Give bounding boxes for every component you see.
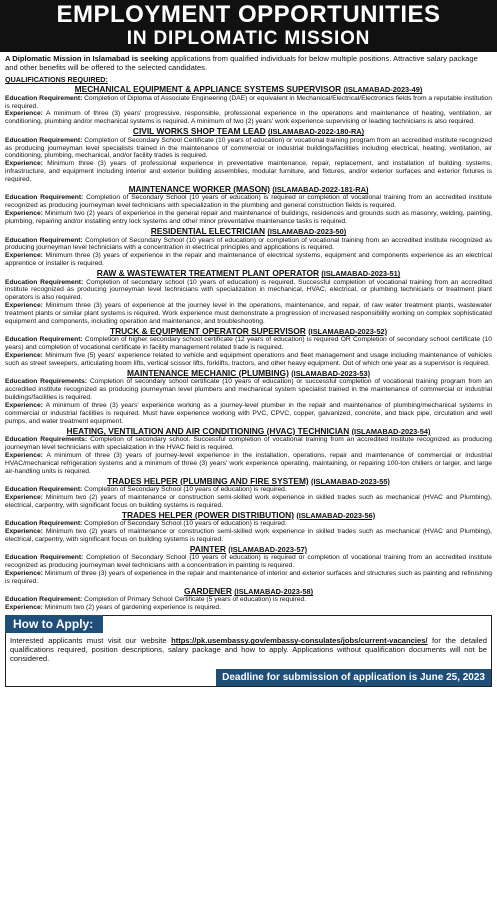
education-text: Completion of secondary school certificate (10 years of education) or successful completion of vocational training program from an accredited institute recognized as producing journeyman level plumbers and mechanical system specialist trained in the maintenance of commercial or industrial buildings/facilities is required. (5, 378, 492, 402)
experience-requirement (5, 252, 492, 268)
how-to-apply-text (10, 636, 487, 663)
education-text: Completion of secondary school. Successful completion of vocational training from an accredited institute recognized as producing journeyman level technicians with specialization in the HVAC field is required. (5, 436, 492, 452)
education-label: Education Requirement: (5, 554, 84, 562)
intro-rest: applications from qualified individuals for below multiple positions. Attractive salary package and other benefits will be offered to the selected candidates. (5, 54, 478, 72)
experience-requirement (5, 570, 492, 586)
how-to-apply-heading: How to Apply: (5, 615, 103, 633)
apply-text-after: for the detailed qualifications required, position descriptions, salary package and how to apply. Applications without qualification documents will not be considered. (10, 636, 487, 664)
experience-text: Minimum three (3) years of experience in the repair and maintenance of electrical systems, equipment and components experience as an electrical apprentice or installer is required. (5, 252, 492, 268)
experience-text: Minimum three (3) years of professional experience in preventative maintenance, repair, replacement, and installation of building systems, infrastructure, and equipment including interior and exterior building assemblies, modular furniture, and fixtures, and/or exterior surfaces and exterior fixtures is required. (5, 160, 492, 184)
position-title: RAW & WASTEWATER TREATMENT PLANT OPERATOR (96, 268, 320, 279)
position-code: (ISLAMABAD-2023-54) (351, 426, 431, 436)
experience-label: Experience: (5, 402, 43, 410)
position-title-row (5, 427, 492, 436)
experience-text: Minimum three (3) years of experience at the journey level in the operations, maintenance, and repair, of raw water treatment plants, wastewater treatment plants or similar plant systems is required. Work experience must demonstrate a progression of increased responsibility working on complex sophisticated equipment and components, including operation and maintenance, and troubleshooting. (5, 302, 492, 326)
experience-requirement (5, 604, 492, 612)
education-label: Education Requirements: (5, 436, 88, 444)
position-code: (ISLAMABAD-2023-57) (228, 545, 308, 555)
experience-label: Experience: (5, 604, 43, 612)
experience-label: Experience: (5, 252, 43, 260)
position-title-row (5, 327, 492, 336)
education-label: Education Requirement: (5, 336, 83, 344)
position-title-row (5, 269, 492, 278)
experience-text: A minimum of three (3) years' experience working as a journey-level plumber in the repair and maintenance of plumbing/mechanical systems in commercial or industrial facilities is required. Must have experience working with PVC, CPVC, copper, galvanized, concrete, and black pipe, circulation and well pumps, and water treatment equipment. (5, 402, 492, 425)
position-title: GARDENER (183, 586, 232, 597)
education-requirement (5, 486, 492, 494)
education-text: Completion of Secondary School (10 years of education) or completion of vocational training from an accredited institute recognized as producing journeyman level technicians with a concentration in electrical principles and applications is required. (5, 236, 492, 252)
experience-text: Minimum two (2) years of gardening experience is required. (42, 604, 221, 612)
experience-text: A minimum of three (3) years of journey-level experience in the installation, operations, repair and maintenance of commercial or industrial HVAC/mechanical refrigeration systems and a minimum of three (3) years' work experience operating, maintaining, or repairing 100-ton chillers or larger, and large air-handling units is required. (5, 452, 492, 475)
education-text: Completion of Diploma of Associate Engineering (DAE) or equivalent in Mechanical/Electrical/Electronics fields from a reputable institution is required. (5, 94, 492, 110)
education-label: Education Requirement: (5, 520, 83, 528)
experience-text: Minimum two (2) years of experience in the general repair and maintenance of buildings, residences and grounds such as masonry, welding, painting, plumbing, repairing and/or installing entry lock systems and other minor preventative maintenance tasks is required. (5, 210, 492, 226)
education-label: Education Requirement: (5, 236, 83, 244)
education-text: Completion of Secondary School (10 years of education) is required. (82, 520, 287, 528)
header-banner (0, 0, 497, 52)
education-text: Completion of Secondary School Certificate (10 years of education) or vocational training program from an accredited institute recognized as producing journeyman level specialists trained in the maintenance of commercial or industrial buildings/facilities including electrical, heating, ventilation, air conditioning, plumbing, mechanical, and/or facility trades is required. (5, 136, 492, 160)
education-requirement (5, 520, 492, 528)
position-section (5, 545, 492, 586)
position-code: (ISLAMABAD-2023-53) (291, 369, 371, 378)
education-text: Completion of Secondary School (10 years of education) is required or completion of vocational training from an accredited institute recognized as producing journeyman level technicians with specialization in the plumbing and general construction fields is required. (5, 194, 492, 210)
education-requirement (5, 95, 492, 111)
position-title: TRADES HELPER (POWER DISTRIBUTION) (121, 509, 294, 520)
qualifications-heading: QUALIFICATIONS REQUIRED: (5, 75, 108, 85)
education-label: Education Requirements: (5, 378, 87, 386)
experience-label: Experience: (5, 160, 43, 168)
education-requirement (5, 137, 492, 161)
position-code: (ISLAMABAD-2023-49) (343, 85, 423, 95)
position-title-row (5, 227, 492, 236)
position-code: (ISLAMABAD-2022-180-RA) (268, 127, 365, 137)
position-title-row (5, 545, 492, 554)
position-title-row (5, 369, 492, 378)
position-code: (ISLAMABAD-2023-56) (296, 510, 376, 520)
experience-text: Minimum two (2) years of maintenance or construction semi-skilled work experience in skilled trades such as mechanical (HVAC and Plumbing), electrical, carpentry, with significant focus on building systems is required. (5, 528, 492, 544)
position-title: MECHANICAL EQUIPMENT & APPLIANCE SYSTEMS SUPERVISOR (74, 84, 342, 95)
experience-requirement (5, 494, 492, 510)
deadline-banner: Deadline for submission of application is June 25, 2023 (216, 669, 491, 686)
position-title-row (5, 587, 492, 596)
experience-label: Experience: (5, 494, 43, 502)
experience-requirement (5, 528, 492, 544)
how-to-apply-box (5, 615, 492, 687)
position-title: TRADES HELPER (PLUMBING AND FIRE SYSTEM) (107, 475, 309, 486)
position-section (5, 587, 492, 612)
position-title-row (5, 85, 492, 94)
experience-label: Experience: (5, 528, 43, 536)
position-section (5, 369, 492, 426)
intro-paragraph (5, 55, 492, 72)
education-label: Education Requirement: (5, 94, 83, 102)
vacancies-link[interactable]: https://pk.usembassy.gov/embassy-consulates/jobs/current-vacancies/ (171, 636, 428, 646)
experience-text: A minimum of three (3) years' progressive, responsible, professional experience in the operations and maintenance of heating, ventilation, air conditioning, plumbing and/or mechanical systems is required. A minimum of two (2) years' work experience supervising or leading technicians is also required. (5, 110, 492, 126)
position-title: CIVIL WORKS SHOP TEAM LEAD (132, 126, 266, 137)
education-text: Completion of secondary school (10 years of education) is required. Successful completion of vocational training from an accredited institute recognized as producing journeyman level technicians with specialization in mechanical, HVAC, electrical, or plumbing technicians or treatment plant operators is also required. (5, 278, 492, 302)
intro-lead: A Diplomatic Mission in Islamabad is seeking (5, 54, 169, 63)
position-title: RESIDENTIAL ELECTRICIAN (150, 226, 266, 237)
position-title-row (5, 185, 492, 194)
position-title: PAINTER (189, 544, 226, 555)
position-section (5, 185, 492, 226)
experience-text: Minimum of three (3) years of experience in the repair and maintenance of interior and exterior surfaces and structures such as painting and refinishing is required. (5, 570, 492, 586)
position-title: HEATING, VENTILATION AND AIR CONDITIONING (HVAC) TECHNICIAN (66, 425, 350, 436)
position-section (5, 127, 492, 184)
experience-requirement (5, 402, 492, 426)
position-title: MAINTENANCE WORKER (MASON) (128, 184, 270, 195)
position-section (5, 511, 492, 544)
education-requirement (5, 436, 492, 452)
education-text: Completion of Secondary School (10 years of education) is required or completion of vocational training from an accredited institute recognized as producing journeyman level technicians with a concentration in painting is required. (5, 554, 492, 570)
education-text: Completion of higher secondary school certificate (12 years of education) is required OR Completion of secondary school certificate (10 years) and completion of vocational certificate in facility management related trade is required. (5, 336, 492, 352)
education-requirement (5, 378, 492, 402)
experience-text: Minimum two (2) years of maintenance or construction semi-skilled work experience in skilled trades such as mechanical (HVAC and Plumbing), electrical, carpentry, with significant focus on building systems is required. (5, 494, 492, 509)
experience-label: Experience: (5, 452, 43, 460)
position-section (5, 227, 492, 268)
education-requirement (5, 194, 492, 210)
experience-requirement (5, 160, 492, 184)
position-section (5, 477, 492, 510)
position-code: (ISLAMABAD-2023-58) (234, 587, 314, 597)
education-requirement (5, 596, 492, 604)
banner-title: EMPLOYMENT OPPORTUNITIES (56, 1, 441, 28)
position-section (5, 427, 492, 476)
position-section (5, 327, 492, 368)
position-section (5, 85, 492, 126)
position-title: TRUCK & EQUIPMENT OPERATOR SUPERVISOR (109, 325, 306, 336)
position-title: MAINTENANCE MECHANIC (PLUMBING) (126, 368, 289, 378)
position-code: (ISLAMABAD-2023-51) (321, 269, 401, 279)
position-title-row (5, 477, 492, 486)
experience-requirement (5, 302, 492, 326)
education-label: Education Requirement: (5, 136, 83, 144)
experience-label: Experience: (5, 352, 43, 360)
education-requirement (5, 279, 492, 303)
education-text: Completion of Primary School Certificate (5 years of education) is required. (82, 596, 307, 604)
position-code: (ISLAMABAD-2023-50) (267, 227, 347, 237)
experience-label: Experience: (5, 302, 43, 310)
apply-text-before: Interested applicants must visit our website (10, 636, 172, 646)
position-title-row (5, 511, 492, 520)
education-label: Education Requirement: (5, 194, 84, 202)
position-title-row (5, 127, 492, 136)
experience-text: Minimum five (5) years' experience related to vehicle and equipment operations and fleet management and usage including maintenance of vehicles such as street sweepers, articulating boom lifts, vertical scissor lifts, forklifts, tractors, and other heavy equipment. Out of which one year as a supervisor is required. (5, 352, 492, 368)
position-section (5, 269, 492, 326)
experience-requirement (5, 352, 492, 368)
experience-label: Experience: (5, 210, 43, 218)
experience-requirement (5, 110, 492, 126)
education-label: Education Requirement: (5, 486, 83, 494)
position-code: (ISLAMABAD-2023-55) (311, 476, 390, 486)
experience-label: Experience: (5, 110, 43, 118)
education-requirement (5, 336, 492, 352)
education-label: Education Requirement: (5, 278, 84, 286)
banner-subtitle: IN DIPLOMATIC MISSION (126, 28, 371, 49)
education-text: Completion of Secondary School (10 years of education) is required. (82, 486, 287, 494)
experience-requirement (5, 452, 492, 476)
education-requirement (5, 554, 492, 570)
positions-list (5, 85, 492, 612)
education-label: Education Requirement: (5, 596, 83, 604)
experience-label: Experience: (5, 570, 43, 578)
experience-requirement (5, 210, 492, 226)
position-code: (ISLAMABAD-2023-52) (308, 326, 388, 336)
education-requirement (5, 237, 492, 253)
position-code: (ISLAMABAD-2022-181-RA) (272, 185, 369, 195)
